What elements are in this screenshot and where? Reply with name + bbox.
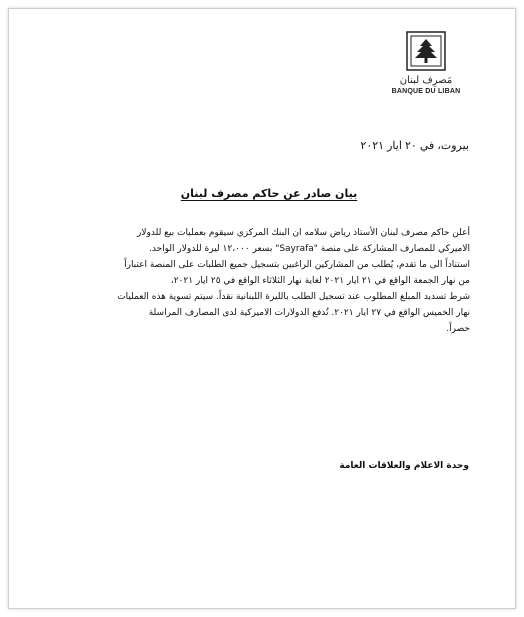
body-line: أعلن حاكم مصرف لبنان الأستاذ رياض سلامه ان البنك المركزي سيقوم بعمليات بيع للدولار xyxy=(137,228,470,238)
bank-name-english: BANQUE DU LIBAN xyxy=(391,88,461,95)
body-line: استناداً الى ما تقدم، يُطلب من المشاركين الراغبين بتسجيل جميع الطلبات على المنصة اعتباراً xyxy=(124,260,470,270)
body-line: نهار الخميس الواقع في ٢٧ ايار ٢٠٢١. تُدفع الدولارات الاميركية لدى المصارف المراسلة xyxy=(148,308,470,318)
body-line: شرط تسديد المبلغ المطلوب عند تسجيل الطلب بالليرة اللبنانية نقداً. سيتم تسوية هذه العمليات xyxy=(117,292,470,302)
document-date: بيروت، في ٢٠ ايار ٢٠٢١ xyxy=(360,140,469,152)
body-line: من نهار الجمعة الواقع في ٢١ ايار ٢٠٢١ لغاية نهار الثلاثاء الواقع في ٢٥ ايار ٢٠٢١، xyxy=(170,276,470,286)
cedar-logo-icon xyxy=(406,31,446,71)
document-title xyxy=(69,186,469,201)
document-title-text: بيان صادر عن حاكم مصرف لبنان xyxy=(180,187,358,200)
body-line: الاميركي للمصارف المشاركة على منصة "Sayrafa" بسعر ١٢،٠٠٠ ليرة للدولار الواحد. xyxy=(149,244,470,254)
document-body xyxy=(65,225,470,337)
bank-name-arabic: مَصرِف لبنان xyxy=(399,75,453,86)
body-line: حصراً. xyxy=(446,324,470,334)
document-page xyxy=(8,8,516,609)
document-signature: وحدة الاعلام والعلاقات العامة xyxy=(339,461,469,471)
bank-logo xyxy=(387,31,465,115)
